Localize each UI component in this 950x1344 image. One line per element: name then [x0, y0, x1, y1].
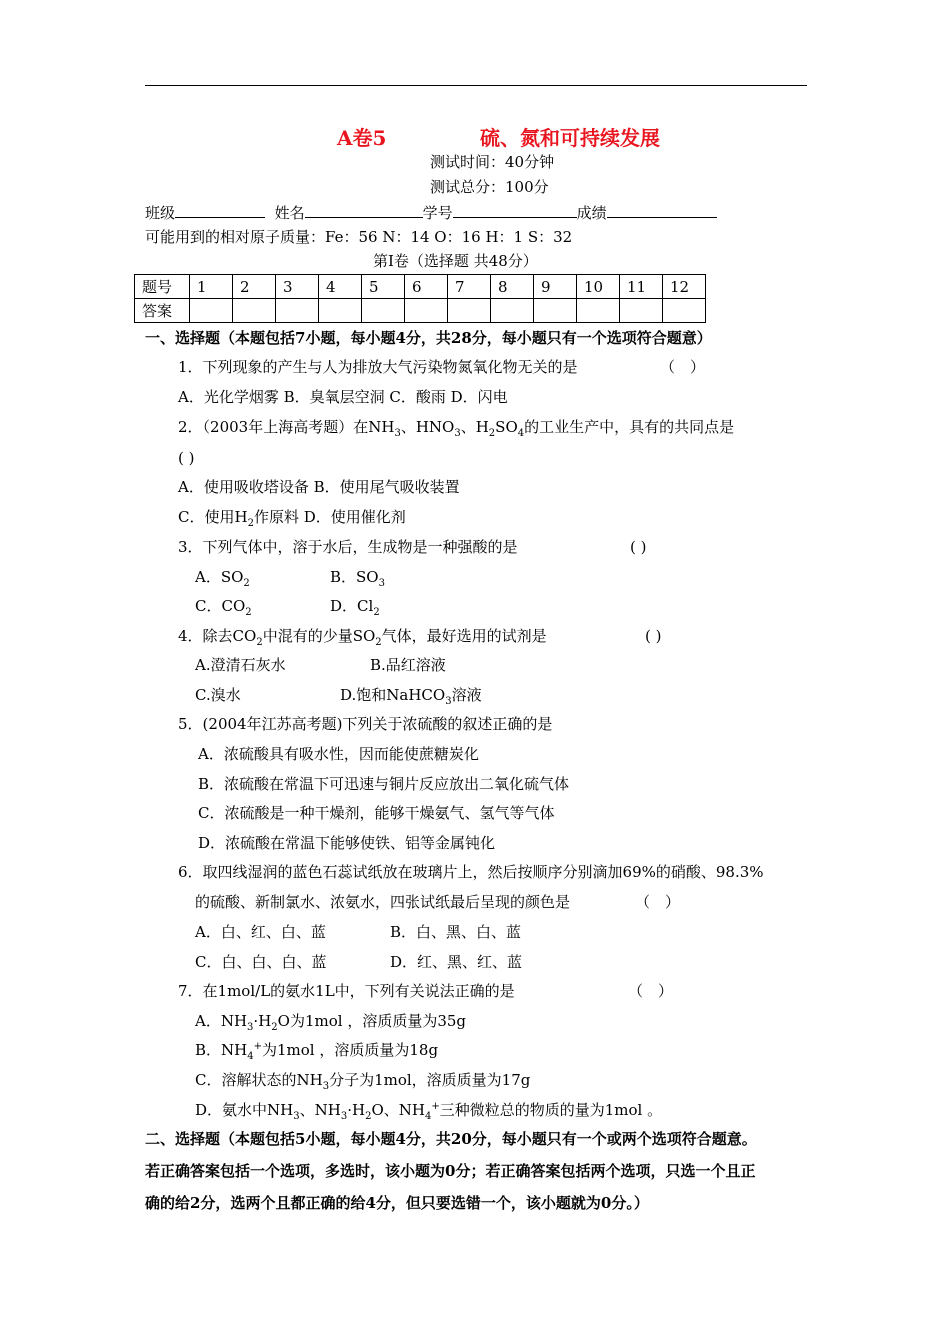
answer-cell[interactable] [620, 299, 663, 323]
answer-cell[interactable] [577, 299, 620, 323]
q5-option-c: C．浓硫酸是一种干燥剂，能够干燥氨气、氢气等气体 [198, 804, 555, 822]
q4-stem: 4．除去$CO_2$中混有的少量$SO_2$气体，最好选用的试剂是 [178, 627, 547, 648]
q4-paren: ( ) [645, 627, 662, 645]
grade-label: 成绩 [576, 204, 607, 222]
table-number: 11 [620, 275, 663, 299]
number-blank[interactable] [453, 202, 577, 218]
answer-table-header-row [135, 275, 706, 299]
answer-cell[interactable] [534, 299, 577, 323]
section1-heading: 一、选择题（本题包括7小题，每小题4分，共28分，每小题只有一个选项符合题意） [145, 329, 712, 347]
q7-stem: 7．在1mol/L的氨水1L中，下列有关说法正确的是 [178, 982, 515, 1000]
q6-stem-line1: 6．取四线湿润的蓝色石蕊试纸放在玻璃片上，然后按顺序分别滴加69%的硝酸、98.3% [178, 863, 764, 881]
table-number: 5 [362, 275, 405, 299]
answer-cell[interactable] [319, 299, 362, 323]
q6-option-b: B．白、黑、白、蓝 [390, 923, 522, 941]
answer-cell[interactable] [405, 299, 448, 323]
q7-option-c: C．溶解状态的$NH_3$分子为1mol，溶质质量为17g [195, 1071, 531, 1092]
table-number: 12 [663, 275, 706, 299]
q5-option-d: D．浓硫酸在常温下能够使铁、铝等金属钝化 [198, 834, 496, 852]
answer-cell[interactable] [276, 299, 319, 323]
q3-stem: 3．下列气体中，溶于水后，生成物是一种强酸的是 [178, 538, 518, 556]
answer-cell[interactable] [190, 299, 233, 323]
q4-option-b: B.品红溶液 [370, 656, 446, 674]
title-volume: A卷5 [337, 126, 387, 150]
table-number: 3 [276, 275, 319, 299]
student-info-row [145, 202, 717, 223]
q1-stem: 1．下列现象的产生与人为排放大气污染物氮氧化物无关的是 [178, 358, 578, 376]
table-number: 7 [448, 275, 491, 299]
table-number: 2 [233, 275, 276, 299]
answer-cell[interactable] [448, 299, 491, 323]
grade-blank[interactable] [607, 202, 717, 218]
table-number: 6 [405, 275, 448, 299]
section2-line3: 确的给2分，选两个且都正确的给4分，但只要选错一个，该小题就为0分。） [145, 1194, 649, 1212]
table-number: 4 [319, 275, 362, 299]
name-label: 姓名 [274, 204, 305, 222]
q2-stem: 2．（2003年上海高考题）在$NH_3$、$HNO_3$、$H_2SO_4$的工业生产中，具有的共同点是 [178, 418, 735, 439]
q3-option-b: B．$SO_3$ [330, 568, 385, 589]
q6-option-c: C．白、白、白、蓝 [195, 953, 327, 971]
q5-stem: 5．(2004年江苏高考题)下列关于浓硫酸的叙述正确的是 [178, 715, 553, 733]
test-time: 测试时间：40分钟 [430, 153, 555, 171]
q7-paren: （ ） [628, 982, 674, 1000]
q2-paren: ( ) [178, 449, 195, 467]
q3-paren: ( ) [630, 538, 647, 556]
q4-option-d: D.饱和NaHCO$_3$溶液 [340, 686, 482, 707]
answer-table [134, 274, 706, 323]
q7-option-b: B．$NH_4^+$为1mol ，溶质质量为18g [195, 1041, 439, 1062]
section2-line1: 二、选择题（本题包括5小题，每小题4分，共20分，每小题只有一个或两个选项符合题意。 [145, 1130, 757, 1148]
table-header-label: 题号 [135, 275, 190, 299]
class-label: 班级 [145, 204, 176, 222]
answer-cell[interactable] [491, 299, 534, 323]
q4-option-c: C.溴水 [195, 686, 241, 704]
answer-table-answer-row [135, 299, 706, 323]
q3-option-a: A．$SO_2$ [195, 568, 250, 589]
table-number: 9 [534, 275, 577, 299]
q5-option-b: B．浓硫酸在常温下可迅速与铜片反应放出二氧化硫气体 [198, 775, 570, 793]
table-number: 1 [190, 275, 233, 299]
answer-cell[interactable] [233, 299, 276, 323]
q1-options: A．光化学烟雾 B．臭氧层空洞 C．酸雨 D．闪电 [178, 388, 508, 406]
atomic-masses: 可能用到的相对原子质量：Fe：56 N：14 O：16 H：1 S：32 [145, 228, 573, 246]
q4-option-a: A.澄清石灰水 [195, 656, 286, 674]
number-label: 学号 [422, 204, 453, 222]
q1-paren: （ ） [660, 358, 706, 376]
q2-options-ab: A．使用吸收塔设备 B．使用尾气吸收装置 [178, 478, 460, 496]
part1-title: 第Ⅰ卷（选择题 共48分） [373, 252, 538, 270]
q2-options-cd: C．使用$H_2$作原料 D．使用催化剂 [178, 508, 406, 529]
table-answer-label: 答案 [135, 299, 190, 323]
q3-option-c: C．$CO_2$ [195, 597, 252, 618]
q5-option-a: A．浓硫酸具有吸水性，因而能使蔗糖炭化 [198, 745, 479, 763]
q6-stem-line2: 的硫酸、新制氯水、浓氨水，四张试纸最后呈现的颜色是 [195, 893, 571, 911]
class-blank[interactable] [175, 202, 265, 218]
answer-cell[interactable] [362, 299, 405, 323]
section2-line2: 若正确答案包括一个选项，多选时，该小题为0分；若正确答案包括两个选项，只选一个且正 [145, 1162, 756, 1180]
table-number: 8 [491, 275, 534, 299]
q6-option-a: A．白、红、白、蓝 [195, 923, 326, 941]
q7-option-a: A．$NH_3\cdot H_2O$为1mol ，溶质质量为35g [195, 1012, 467, 1033]
header-rule [145, 85, 807, 86]
q6-option-d: D．红、黑、红、蓝 [390, 953, 523, 971]
q3-option-d: D．$Cl_2$ [330, 597, 380, 618]
answer-cell[interactable] [663, 299, 706, 323]
test-score: 测试总分：100分 [430, 178, 549, 196]
q6-paren: （ ） [635, 893, 681, 911]
name-blank[interactable] [305, 202, 423, 218]
table-number: 10 [577, 275, 620, 299]
q7-option-d: D．氨水中$NH_3$、$NH_3\cdot H_2O$、$NH_4^+$三种微粒总的物质的量为1mol 。 [195, 1101, 663, 1122]
title-topic: 硫、氮和可持续发展 [480, 126, 660, 150]
